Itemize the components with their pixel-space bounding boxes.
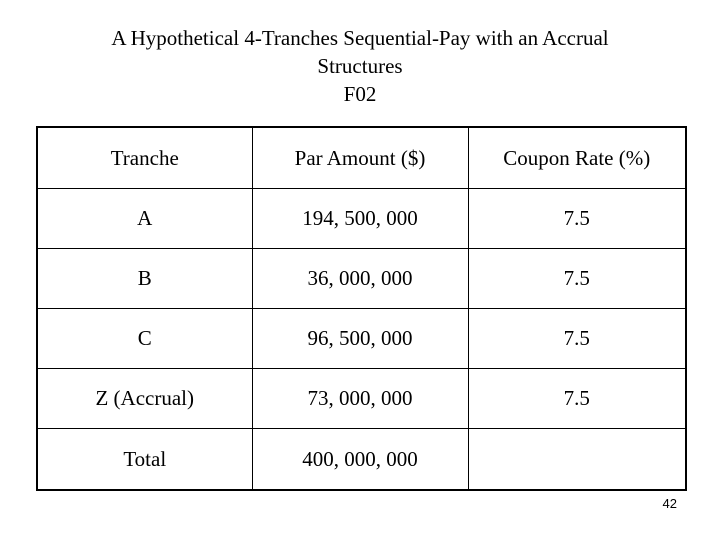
- page-number: 42: [662, 496, 677, 511]
- slide-title: [0, 24, 720, 108]
- par-amount-cell: 36, 000, 000: [252, 249, 468, 309]
- tranche-cell: B: [37, 249, 252, 309]
- title-line-3: F02: [343, 82, 377, 106]
- total-par-amount-cell: 400, 000, 000: [252, 429, 468, 491]
- table-header-row: [37, 127, 686, 189]
- par-amount-cell: 73, 000, 000: [252, 369, 468, 429]
- table-total-row: [37, 429, 686, 491]
- par-amount-cell: 194, 500, 000: [252, 189, 468, 249]
- coupon-rate-cell: 7.5: [468, 189, 686, 249]
- header-tranche: Tranche: [37, 127, 252, 189]
- par-amount-cell: 96, 500, 000: [252, 309, 468, 369]
- tranche-table: [36, 126, 687, 491]
- tranche-cell: Z (Accrual): [37, 369, 252, 429]
- table-row: [37, 369, 686, 429]
- coupon-rate-cell: 7.5: [468, 249, 686, 309]
- tranche-cell: C: [37, 309, 252, 369]
- total-coupon-rate-cell: [468, 429, 686, 491]
- title-line-1: A Hypothetical 4-Tranches Sequential-Pay with an Accrual: [111, 26, 609, 50]
- table-row: [37, 249, 686, 309]
- tranche-cell: A: [37, 189, 252, 249]
- title-line-2: Structures: [317, 54, 403, 78]
- coupon-rate-cell: 7.5: [468, 309, 686, 369]
- header-par-amount: Par Amount ($): [252, 127, 468, 189]
- table-row: [37, 189, 686, 249]
- total-label-cell: Total: [37, 429, 252, 491]
- table-row: [37, 309, 686, 369]
- coupon-rate-cell: 7.5: [468, 369, 686, 429]
- header-coupon-rate: Coupon Rate (%): [468, 127, 686, 189]
